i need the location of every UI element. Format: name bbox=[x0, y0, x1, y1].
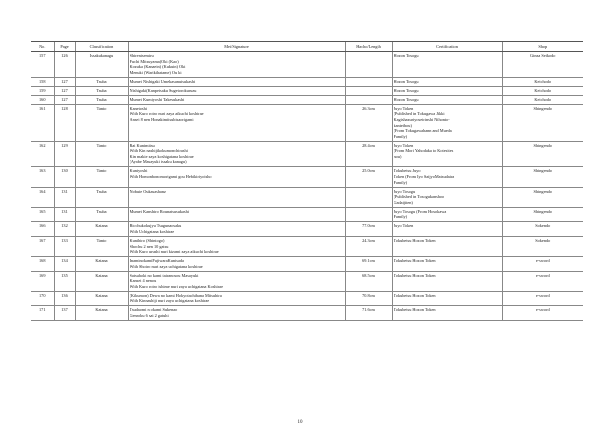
cell-certification bbox=[392, 86, 502, 95]
cell-mei-line: Mumei Kanshiro Rounatsusukashi bbox=[129, 208, 189, 214]
table-row bbox=[31, 271, 583, 291]
cell-length bbox=[345, 95, 392, 104]
cell-certification-line: Hozon Tosogu bbox=[393, 87, 419, 93]
cell-certification-line: Tokubetsu Hozon Token bbox=[393, 272, 436, 278]
cell-mei bbox=[128, 207, 345, 222]
header-row bbox=[31, 42, 583, 52]
table-row bbox=[31, 207, 583, 222]
cell-mei bbox=[128, 271, 345, 291]
cell-length: 70.8cm bbox=[345, 291, 392, 306]
cell-certification-line: Hozon Tosogu bbox=[393, 53, 419, 58]
cell-no: 171 bbox=[31, 306, 54, 321]
cell-mei-line: Genroku 6 sai 2 gatuhi bbox=[129, 313, 169, 319]
table-row bbox=[31, 95, 583, 104]
cell-certification-line: Kagishazuriyoseirinshi Nihonto- bbox=[393, 116, 450, 122]
cell-page: 126 bbox=[54, 52, 75, 78]
cell-classification: Issakukanagu bbox=[75, 52, 128, 78]
cell-page: 131 bbox=[54, 207, 75, 222]
cell-mei-line: With Kin nashijikokumonchirashi bbox=[129, 148, 188, 154]
cell-mei bbox=[128, 52, 345, 78]
cell-certification-line: Tokubetsu Hozon Token bbox=[393, 307, 436, 313]
cell-mei-line: Kuniyoshi bbox=[129, 168, 148, 174]
cell-certification-line: Gadaijiten) bbox=[393, 199, 413, 205]
header-mei-signature: Mei/Signature bbox=[128, 42, 345, 52]
cell-mei bbox=[128, 86, 345, 95]
cell-mei-line: (Ayabe Masayuki issaku kanagu) bbox=[129, 159, 187, 165]
header-classification: Classification bbox=[75, 42, 128, 52]
cell-shop: e-sword bbox=[502, 271, 583, 291]
cell-classification: Katana bbox=[75, 291, 128, 306]
cell-classification: Katana bbox=[75, 306, 128, 321]
cell-no: 157 bbox=[31, 52, 54, 78]
cell-certification-line: Juyo Token bbox=[393, 105, 414, 111]
table-row bbox=[31, 187, 583, 207]
cell-mei bbox=[128, 141, 345, 167]
cell-no: 158 bbox=[31, 77, 54, 86]
cell-classification: Tsuba bbox=[75, 86, 128, 95]
cell-certification-line: Family) bbox=[393, 179, 408, 185]
cell-shop: Shingendo bbox=[502, 104, 583, 141]
cell-mei-line: Tsudaomi n okami Sukenao bbox=[129, 307, 178, 313]
cell-certification-line: Hozon Tosogu bbox=[393, 96, 419, 102]
cell-mei bbox=[128, 167, 345, 187]
table-row bbox=[31, 141, 583, 167]
cell-shop: Sokendo bbox=[502, 222, 583, 237]
cell-mei-line: Kanetoshi bbox=[129, 105, 147, 111]
cell-certification-line: Tokubetsu Hozon Token bbox=[393, 258, 436, 264]
cell-page: 127 bbox=[54, 86, 75, 95]
cell-certification-line: Juyo Token bbox=[393, 223, 414, 229]
cell-certification-line: (From Tokugawahann and Mueda bbox=[393, 128, 452, 134]
cell-classification: Tsuba bbox=[75, 77, 128, 86]
table-row bbox=[31, 52, 583, 78]
cell-shop: e-sword bbox=[502, 291, 583, 306]
table-row bbox=[31, 306, 583, 321]
cell-certification-line: Hozon Tosogu bbox=[393, 78, 419, 84]
cell-shop: Shingendo bbox=[502, 187, 583, 207]
cell-mei-line: Fuchi Mitsuyama(Oki (Kao) bbox=[129, 58, 179, 64]
table-row bbox=[31, 77, 583, 86]
cell-classification: Tanto bbox=[75, 167, 128, 187]
cell-page: 131 bbox=[54, 187, 75, 207]
table-row bbox=[31, 104, 583, 141]
cell-certification bbox=[392, 271, 502, 291]
cell-certification-line: Tokubetsu Hozon Token bbox=[393, 237, 436, 243]
cell-length bbox=[345, 86, 392, 95]
table-row bbox=[31, 86, 583, 95]
cell-mei-line: With Kuro roiro ishime nuri zaya uchigatana Koshirae bbox=[129, 283, 223, 289]
cell-mei bbox=[128, 187, 345, 207]
cell-page: 133 bbox=[54, 236, 75, 256]
cell-shop: Sokendo bbox=[502, 236, 583, 256]
table-body bbox=[31, 52, 583, 321]
cell-certification bbox=[392, 291, 502, 306]
table-row bbox=[31, 222, 583, 237]
cell-certification-line: Juyo Tosogu bbox=[393, 188, 416, 194]
cell-shop: Shingendo bbox=[502, 167, 583, 187]
cell-no: 167 bbox=[31, 236, 54, 256]
header-certification: Certification bbox=[392, 42, 502, 52]
cell-mei-line: Kunihiro (Shintogo) bbox=[129, 237, 165, 243]
cell-page: 135 bbox=[54, 271, 75, 291]
table-row bbox=[31, 167, 583, 187]
cell-page: 137 bbox=[54, 306, 75, 321]
cell-certification-line: Juyo Token bbox=[393, 142, 414, 148]
cell-certification-line: (From Mori Yahodaka to Kotesites bbox=[393, 148, 454, 154]
cell-mei-line: With Uchigatana koshirae bbox=[129, 228, 175, 234]
cell-mei-line: Nobuie Oukasashanz bbox=[129, 188, 166, 194]
cell-length bbox=[345, 77, 392, 86]
cell-certification-line: kanteibou) bbox=[393, 122, 412, 128]
header-no: No. bbox=[31, 42, 54, 52]
cell-mei bbox=[128, 104, 345, 141]
cell-classification: Tsuba bbox=[75, 95, 128, 104]
header-hacho-length: Hacho/Length bbox=[345, 42, 392, 52]
cell-length: 25.0cm bbox=[345, 167, 392, 187]
cell-certification-line: Family) bbox=[393, 133, 408, 139]
cell-mei-line: With Homonbonomorigami gou Hebikiriyoisho bbox=[129, 174, 212, 180]
cell-page: 127 bbox=[54, 77, 75, 86]
cell-mei-line: Mumei Nishigaki Umekasanuisukashi bbox=[129, 78, 196, 84]
cell-mei-line: Bicchukokujyu Tsugunaosaku bbox=[129, 223, 182, 229]
cell-no: 169 bbox=[31, 271, 54, 291]
cell-certification-line: (Published in Tokugawa Jikki bbox=[393, 111, 445, 117]
cell-certification bbox=[392, 141, 502, 167]
cell-mei bbox=[128, 236, 345, 256]
table-row bbox=[31, 236, 583, 256]
cell-mei-line: Kozuka (Kanaein) (Kukuin) Oki bbox=[129, 64, 186, 70]
cell-no: 161 bbox=[31, 104, 54, 141]
cell-length: 71.6cm bbox=[345, 306, 392, 321]
cell-mei-line: With Shoiro nuri zaya uchigatana koshirae bbox=[129, 263, 203, 269]
cell-classification: Tanto bbox=[75, 141, 128, 167]
cell-length: 24.3cm bbox=[345, 236, 392, 256]
cell-mei bbox=[128, 222, 345, 237]
cell-mei bbox=[128, 77, 345, 86]
cell-page: 130 bbox=[54, 167, 75, 187]
cell-length bbox=[345, 52, 392, 78]
cell-length: 77.0cm bbox=[345, 222, 392, 237]
cell-page: 128 bbox=[54, 104, 75, 141]
cell-length: 26.3cm bbox=[345, 104, 392, 141]
catalog-document bbox=[31, 41, 583, 321]
table-row bbox=[31, 291, 583, 306]
cell-mei-line: Kansei 4 nenou bbox=[129, 278, 157, 284]
cell-certification-line: Family) bbox=[393, 214, 408, 220]
cell-mei-line: With Kuro urushi nuri kizami zaya aikuchi koshirae bbox=[129, 249, 219, 255]
cell-mei-line: Mumei Kumiyoshi Takesukashi bbox=[129, 96, 185, 102]
cell-no: 163 bbox=[31, 167, 54, 187]
cell-mei-line: (Kikumon) Dewa no kami Hokyotachibana Mitsuhira bbox=[129, 292, 222, 298]
cell-no: 166 bbox=[31, 222, 54, 237]
cell-mei-line: Shochu 2 nen 10 gatsu bbox=[129, 243, 169, 249]
cell-classification: Katana bbox=[75, 271, 128, 291]
cell-certification bbox=[392, 306, 502, 321]
cell-classification: Tanto bbox=[75, 104, 128, 141]
cell-no: 160 bbox=[31, 95, 54, 104]
cell-certification bbox=[392, 207, 502, 222]
cell-certification bbox=[392, 187, 502, 207]
cell-no: 159 bbox=[31, 86, 54, 95]
cell-no: 170 bbox=[31, 291, 54, 306]
cell-certification bbox=[392, 257, 502, 272]
cell-length: 28.4cm bbox=[345, 141, 392, 167]
cell-certification-line: nou) bbox=[393, 153, 402, 159]
cell-shop: e-sword bbox=[502, 306, 583, 321]
cell-shop: e-sword bbox=[502, 257, 583, 272]
header-page: Page bbox=[54, 42, 75, 52]
cell-certification bbox=[392, 222, 502, 237]
cell-page: 136 bbox=[54, 291, 75, 306]
cell-classification: Tsuba bbox=[75, 187, 128, 207]
cell-mei bbox=[128, 291, 345, 306]
cell-classification: Tanto bbox=[75, 236, 128, 256]
page-number: 10 bbox=[297, 420, 303, 425]
cell-mei bbox=[128, 257, 345, 272]
cell-shop: Keichodo bbox=[502, 95, 583, 104]
cell-mei-line: Ansei 8 nen Honakimitsubisaorigami bbox=[129, 116, 194, 122]
cell-mei-line: Nishigaki(Kanpeisaku Sugetorokuruzu bbox=[129, 87, 197, 93]
cell-certification-line: Token (From Iyo SaijyoMatsudaira bbox=[393, 174, 455, 180]
cell-classification: Katana bbox=[75, 222, 128, 237]
cell-mei-line: Rai Kunimitsu bbox=[129, 142, 155, 148]
cell-no: 162 bbox=[31, 141, 54, 167]
cell-certification-line: Juyo Tosogu (From Hosokawa bbox=[393, 208, 447, 214]
cell-length: 68.5cm bbox=[345, 271, 392, 291]
cell-classification: Tsuba bbox=[75, 207, 128, 222]
cell-certification bbox=[392, 77, 502, 86]
cell-mei-line: Satsuhoki no kami tairanosou Masayuki bbox=[129, 272, 199, 278]
cell-mei bbox=[128, 306, 345, 321]
cell-certification bbox=[392, 167, 502, 187]
cell-certification bbox=[392, 104, 502, 141]
cell-certification bbox=[392, 236, 502, 256]
cell-shop: Shingendo bbox=[502, 141, 583, 167]
cell-no: 168 bbox=[31, 257, 54, 272]
cell-mei-line: With Kuro roiro nuri zaya aikuchi koshirae bbox=[129, 111, 204, 117]
table-row bbox=[31, 257, 583, 272]
cell-page: 132 bbox=[54, 222, 75, 237]
cell-shop: Keichodo bbox=[502, 77, 583, 86]
cell-mei-line: Menuki (Warikihatame) Ou ki bbox=[129, 69, 182, 75]
catalog-table bbox=[31, 41, 583, 321]
cell-mei-line: Shirenisemiru bbox=[129, 53, 154, 58]
cell-page: 127 bbox=[54, 95, 75, 104]
cell-certification bbox=[392, 52, 502, 78]
cell-mei-line: InaminokamiFujiwaraKunisada bbox=[129, 258, 184, 264]
cell-shop: Ginza Seikodo bbox=[502, 52, 583, 78]
cell-no: 164 bbox=[31, 187, 54, 207]
cell-mei bbox=[128, 95, 345, 104]
cell-certification-line: Tokubetsu Juyo bbox=[393, 168, 421, 174]
cell-mei-line: Kin makie zaya koshigatana koshirae bbox=[129, 153, 194, 159]
cell-page: 134 bbox=[54, 257, 75, 272]
cell-length: 69.1cm bbox=[345, 257, 392, 272]
cell-shop: Shingendo bbox=[502, 207, 583, 222]
cell-length bbox=[345, 207, 392, 222]
cell-mei-line: With Kinnashiji nuri zaya uchigatana koshirae bbox=[129, 298, 210, 304]
cell-shop: Keichodo bbox=[502, 86, 583, 95]
cell-certification-line: (Published in Tosogukanshoo bbox=[393, 194, 445, 200]
cell-certification bbox=[392, 95, 502, 104]
cell-page: 129 bbox=[54, 141, 75, 167]
cell-classification: Katana bbox=[75, 257, 128, 272]
header-shop: Shop bbox=[502, 42, 583, 52]
cell-length bbox=[345, 187, 392, 207]
cell-certification-line: Tokubetsu Hozon Token bbox=[393, 292, 436, 298]
cell-no: 165 bbox=[31, 207, 54, 222]
